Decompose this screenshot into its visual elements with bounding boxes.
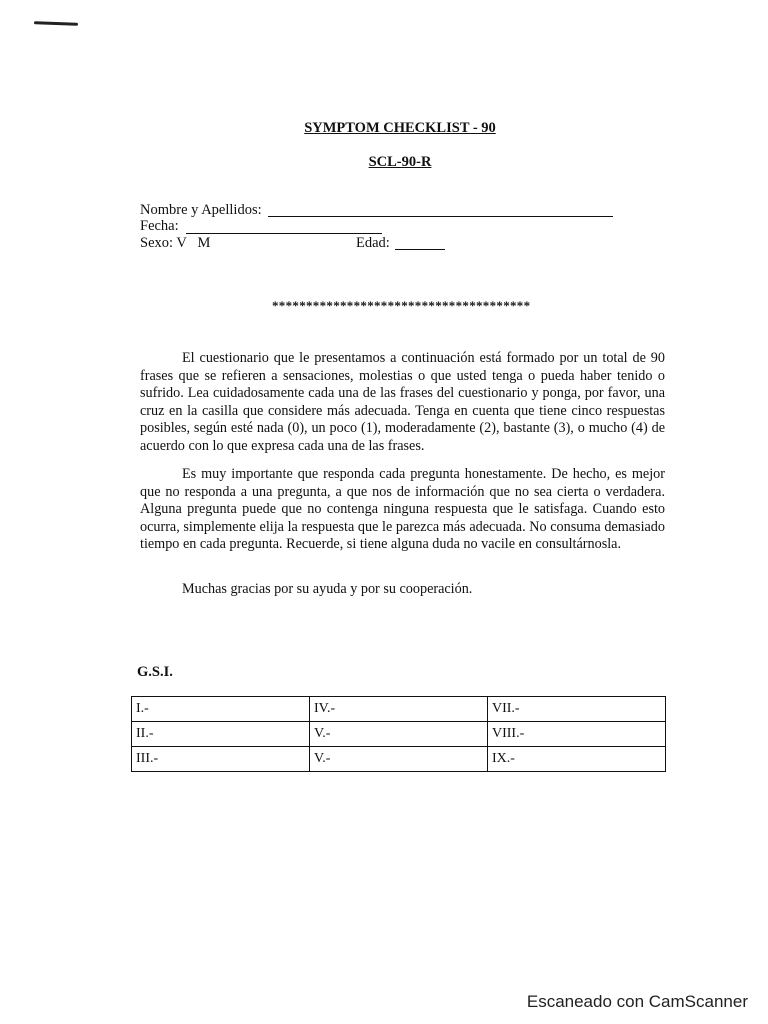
gsi-cell[interactable]: VIII.-	[488, 722, 666, 747]
date-field-line[interactable]	[186, 233, 382, 234]
scan-artifact-mark	[34, 21, 78, 26]
date-label: Fecha:	[140, 218, 179, 234]
name-label: Nombre y Apellidos:	[140, 202, 262, 218]
honesty-paragraph: Es muy importante que responda cada pregunta honestamente. De hecho, es mejor que no responda a una pregunta, a que nos de información que no sea cierta o verdadera. Alguna pregunta puede que no contenga ninguna respuesta que le satisfaga. Cuando esto ocurra, simplemente elija la respuesta que le parezca más adecuada. No consuma demasiado tiempo en cada pregunta. Recuerde, si tiene alguna duda no vacile en consultárnosla.	[140, 466, 665, 552]
table-row	[132, 722, 666, 747]
table-row	[132, 747, 666, 772]
gsi-cell[interactable]: III.-	[132, 747, 310, 772]
gsi-cell[interactable]: IV.-	[310, 697, 488, 722]
gsi-cell[interactable]: II.-	[132, 722, 310, 747]
table-row	[132, 697, 666, 722]
camscanner-watermark: Escaneado con CamScanner	[526, 992, 748, 1011]
gsi-cell[interactable]: V.-	[310, 722, 488, 747]
separator-stars: **************************************	[272, 298, 531, 313]
thanks-paragraph: Muchas gracias por su ayuda y por su cooperación.	[182, 581, 473, 597]
intro-paragraph: El cuestionario que le presentamos a continuación está formado por un total de 90 frases que se refieren a sensaciones, molestias o que usted tenga o pueda haber tenido o sufrido. Lea cuidadosamente cada una de las frases del cuestionario y ponga, por favor, una cruz en la casilla que considere más adecuada. Tenga en cuenta que tiene cinco respuestas posibles, según esté nada (0), un poco (1), moderadamente (2), bastante (3), o mucho (4) de acuerdo con lo que expresa cada una de las frases.	[140, 350, 665, 454]
gsi-cell[interactable]: V.-	[310, 747, 488, 772]
name-field-line[interactable]	[268, 216, 613, 217]
document-title: SYMPTOM CHECKLIST - 90	[304, 120, 496, 136]
gsi-table	[131, 696, 666, 772]
document-subtitle: SCL-90-R	[368, 154, 432, 170]
gsi-cell[interactable]: VII.-	[488, 697, 666, 722]
gsi-cell[interactable]: IX.-	[488, 747, 666, 772]
age-field-line[interactable]	[395, 249, 445, 250]
gsi-cell[interactable]: I.-	[132, 697, 310, 722]
age-label: Edad:	[356, 235, 390, 251]
gsi-label: G.S.I.	[137, 664, 173, 680]
sex-label: Sexo: V M	[140, 235, 211, 251]
